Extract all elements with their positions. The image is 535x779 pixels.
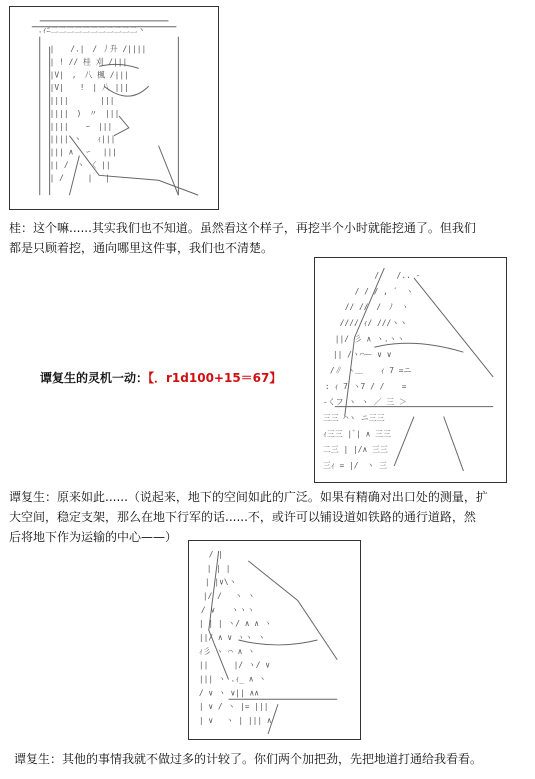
caption-tan-line3: 后将地下作为运输的中心——） (9, 530, 178, 544)
svg-text:|V| ! | 八 |||: |V| ! | 八 ||| (49, 83, 129, 93)
caption-kei-line2: 都是只顾着挖，通向哪里这件事，我们也不清楚。 (9, 241, 274, 255)
svg-text:||/ 彡 ∧ ヽ.ヽヽ: ||/ 彡 ∧ ヽ.ヽヽ (334, 334, 405, 344)
svg-text:| ! // 桂 刈 /|||: | ! // 桂 刈 /||| (49, 57, 128, 67)
ascii-art-tan-2 (189, 541, 360, 739)
roll-value: 【．r1d100+15＝67】 (148, 371, 282, 385)
svg-text:/ ∨ ヽ ∨|| ∧∧: / ∨ ヽ ∨|| ∧∧ (198, 688, 260, 698)
svg-text:| ∨ ヽ | ||| ∧: | ∨ ヽ | ||| ∧ (198, 716, 272, 726)
caption-tan-final: 谭复生：其他的事情我就不做过多的计较了。你们两个加把劲，先把地道打通给我看看。 (14, 752, 483, 766)
svg-text:|||| |||: |||| ||| (49, 96, 115, 106)
svg-text:/ ∨ ヽヽヽ: / ∨ ヽヽヽ (200, 605, 255, 615)
ascii-art-kei (10, 7, 218, 209)
caption-tan-line2: 大空间，稳定支架，那么在地下行军的话......不，或许可以铺设道如铁路的通行道路，然 (9, 510, 476, 524)
ascii-art-panel-tan-2 (188, 540, 361, 740)
ascii-art-panel-tan-1 (314, 257, 507, 483)
svg-text:.ｨﾆ二二二二二二二二二二二ヽ: .ｨﾆ二二二二二二二二二二二ヽ (37, 25, 146, 35)
svg-text:| /.| / 丿升 /||||: | /.| / 丿升 /|||| (49, 44, 147, 54)
ascii-art-tan-1 (315, 258, 506, 482)
svg-text:/ / / , ´ ヽ: / / / , ´ ヽ (354, 286, 414, 296)
svg-text:||/ ∧ ∨ ヽヽ ヽ: ||/ ∧ ∨ ヽヽ ヽ (198, 633, 266, 642)
svg-text://// ｨ/ ///ヽヽ: //// ｨ/ ///ヽヽ (339, 318, 408, 328)
svg-text:// // / ﾉ ヽ: // // / ﾉ ヽ (344, 302, 409, 312)
svg-text:| |∨\ヽ: | |∨\ヽ (204, 577, 237, 587)
svg-text:| / | |: | / | | (49, 173, 110, 183)
svg-text:|||| ｰ |||: |||| ｰ ||| (49, 121, 113, 131)
svg-text:/ |: / | (208, 549, 224, 559)
svg-text:ｨ三三 |ﾞ| ∧ 三三: ｨ三三 |ﾞ| ∧ 三三 (322, 429, 392, 439)
svg-text:|| /ヽ⌒ー ∨ ∨: || /ヽ⌒ー ∨ ∨ (332, 350, 392, 360)
svg-text:| | |: | | | (206, 563, 231, 573)
svg-text:-くフ ヽ ヽ ／ 三 ＞: -くフ ヽ ヽ ／ 三 ＞ (322, 397, 407, 407)
ascii-art-panel-kei (9, 6, 219, 210)
svg-text:三三 ⌒ヽ ニ三三: 三三 ⌒ヽ ニ三三 (322, 413, 385, 423)
svg-text:|| |/ ヽ/ ∨: || |/ ヽ/ ∨ (198, 660, 271, 670)
svg-text:|/ / ヽ ヽ: |/ / ヽ ヽ (202, 591, 256, 601)
svg-text:|| / ヽ 〈 ||: || / ヽ 〈 || (49, 160, 111, 170)
caption-kei-line1: 桂：这个嘛......其实我们也不知道。虽然看这个样子，再挖半个小时就能挖通了。但我们 (9, 221, 476, 235)
svg-text:| | | ヽ/ ∧ ∧ ヽ: | | | ヽ/ ∧ ∧ ヽ (198, 619, 272, 629)
dice-roll-line (40, 368, 281, 388)
svg-text:: ｨ 7 ヽ7 / / =: : ｨ 7 ヽ7 / / = (324, 381, 407, 391)
svg-text:/∥ ヽ＿ ｨ 7 =ニ: /∥ ヽ＿ ｨ 7 =ニ (329, 365, 412, 375)
roll-prefix: 谭复生的灵机一动： (40, 371, 149, 385)
svg-text:||| ヽ .ｨ_ ∧ ヽ: ||| ヽ .ｨ_ ∧ ヽ (198, 674, 267, 684)
svg-text:/ /.. -: / /.. - (374, 270, 421, 280)
caption-tan-line1: 谭复生：原来如此......（说起来，地下的空间如此的广泛。如果有精确对出口处的测量，扩 (9, 490, 488, 504)
svg-text:| ∨ / ヽ |= |||: | ∨ / ヽ |= ||| (198, 702, 269, 712)
svg-text:ｨ彡 ヽ ⌒ ∧ ヽ: ｨ彡 ヽ ⌒ ∧ ヽ (198, 646, 256, 656)
svg-text:三ｨ = |/ ヽ 三: 三ｨ = |/ ヽ 三 (322, 460, 388, 470)
svg-text:|V| , 八 楓 /|||: |V| , 八 楓 /||| (49, 70, 129, 80)
svg-text:|||| ) 〃 |||: |||| ) 〃 ||| (49, 108, 120, 118)
svg-text:||| ∧ ｰ |||: ||| ∧ ｰ ||| (49, 147, 118, 157)
svg-text:|||| ヽ ｨ|||: |||| ヽ ｨ||| (49, 134, 116, 144)
svg-text:二三 | |/∧ 三三: 二三 | |/∧ 三三 (322, 445, 388, 455)
